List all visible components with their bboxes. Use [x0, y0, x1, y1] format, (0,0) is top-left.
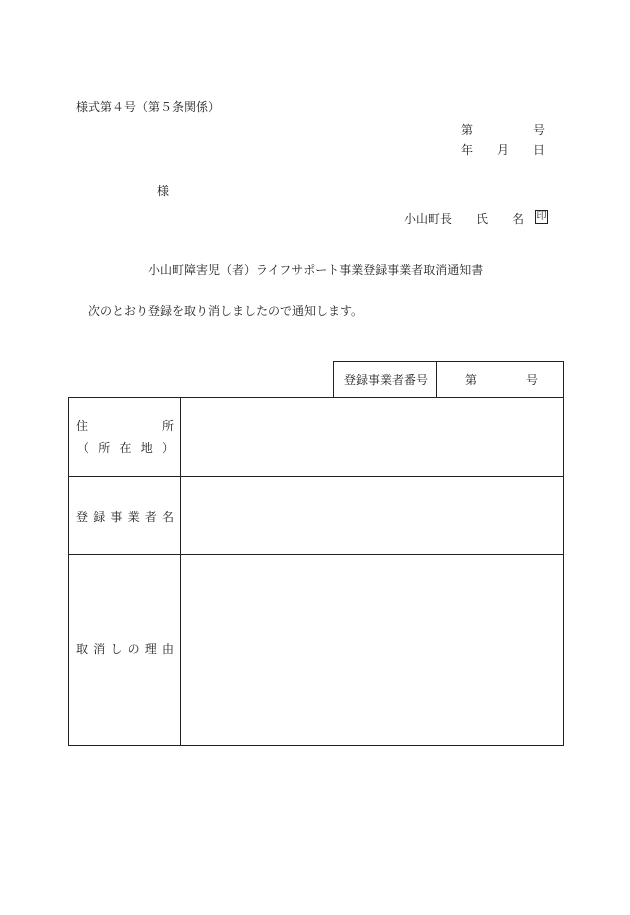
label-char: 所 — [161, 419, 174, 433]
table-border — [68, 397, 69, 746]
addressee-honorific: 様 — [157, 184, 170, 198]
table-border — [68, 745, 564, 746]
issuer-name-label-shi: 氏 — [476, 212, 489, 226]
date-month-label: 月 — [497, 143, 510, 157]
form-code: 様式第４号（第５条関係） — [76, 100, 221, 114]
table-border — [436, 361, 437, 398]
label-char: 録 — [93, 510, 106, 524]
registration-number-go: 号 — [526, 373, 539, 387]
label-char: （ — [77, 441, 90, 455]
document-title: 小山町障害児（者）ライフサポート事業登録事業者取消通知書 — [148, 263, 484, 277]
label-char: 在 — [119, 441, 132, 455]
business-name-label — [76, 511, 174, 523]
label-char: の — [127, 642, 140, 656]
cancellation-reason-label — [76, 643, 174, 655]
date-year-label: 年 — [461, 143, 474, 157]
label-char: 理 — [144, 642, 157, 656]
label-char: 登 — [76, 510, 89, 524]
table-border — [333, 361, 564, 362]
label-char: 者 — [144, 510, 157, 524]
table-border — [68, 476, 564, 477]
address-sublabel — [77, 442, 174, 454]
registration-number-dai: 第 — [465, 373, 478, 387]
label-char: 地 — [140, 441, 153, 455]
table-border — [68, 397, 564, 398]
table-border — [180, 397, 181, 746]
date-day-label: 日 — [533, 143, 546, 157]
registration-number-label: 登録事業者番号 — [344, 373, 429, 387]
seal-stamp-icon: 印 — [536, 211, 547, 222]
document-body-text: 次のとおり登録を取り消しましたので通知します。 — [88, 304, 364, 318]
label-char: 取 — [76, 642, 89, 656]
label-char: 住 — [76, 419, 89, 433]
label-char: 所 — [98, 441, 111, 455]
issuer-title: 小山町長 — [404, 212, 453, 226]
doc-number-suffix: 号 — [533, 123, 546, 137]
label-char: 名 — [161, 510, 174, 524]
table-border — [333, 361, 334, 398]
label-char: し — [110, 642, 123, 656]
label-char: 業 — [127, 510, 140, 524]
address-label — [76, 420, 174, 432]
label-char: 事 — [110, 510, 123, 524]
table-border — [68, 554, 564, 555]
issuer-name-label-mei: 名 — [512, 212, 525, 226]
label-char: 消 — [93, 642, 106, 656]
label-char: ） — [161, 441, 174, 455]
label-char: 由 — [161, 642, 174, 656]
doc-number-label: 第 — [461, 123, 474, 137]
